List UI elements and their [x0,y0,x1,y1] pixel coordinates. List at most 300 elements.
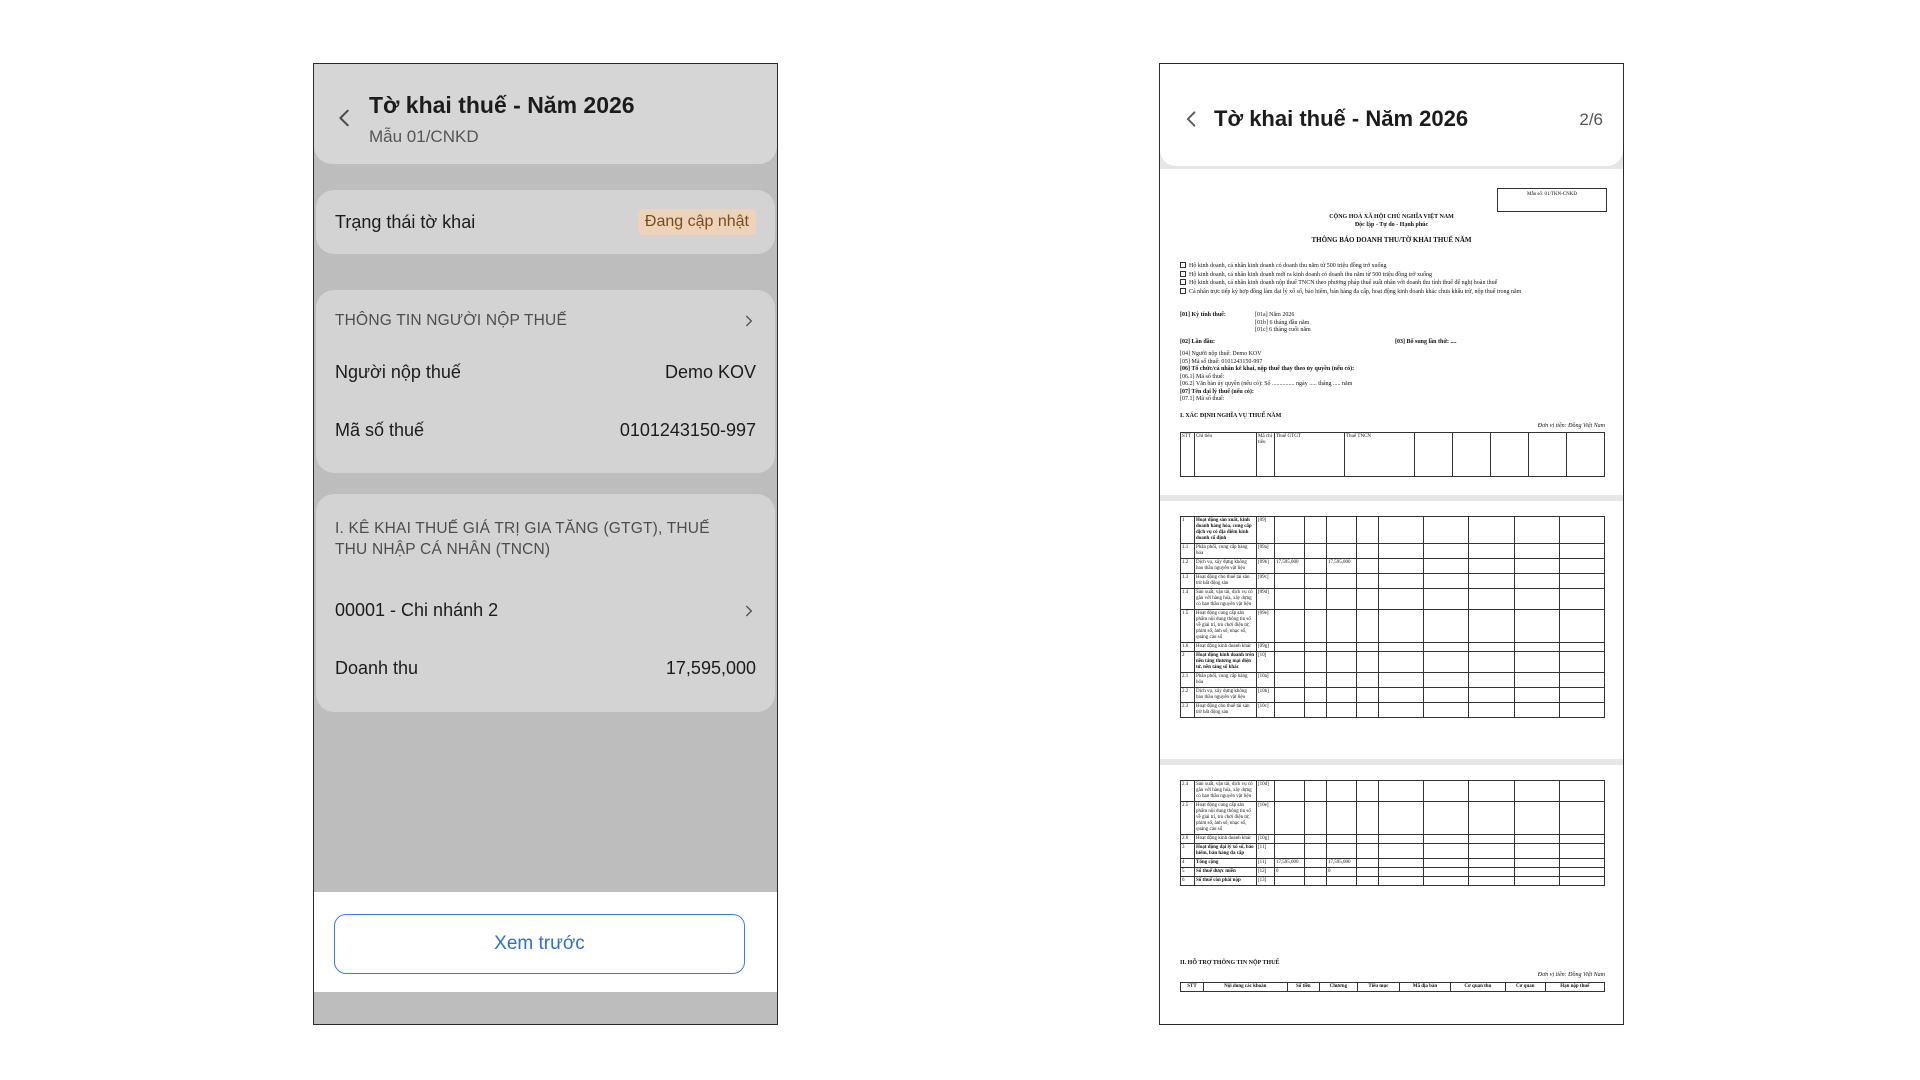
row-cell [1559,673,1604,688]
row-cell [1379,574,1424,589]
row-label: Hoạt động cung cấp sản phẩm nội dung thông tin số về giải trí, trò chơi điện tử, phim số, ảnh số, nhạc số, quảng cáo số [1195,802,1257,835]
row-cell [1357,781,1379,802]
table-row [1181,673,1605,688]
checkbox-icon [1180,279,1186,285]
info-line: [07.1] Mã số thuế: [1180,396,1225,402]
row-tncn-value: 0 [1327,868,1357,877]
taxpayer-name-value: Demo KOV [664,362,756,382]
mobile-screen-declaration [313,63,778,1025]
row-label: Hoạt động kinh doanh khác [1195,835,1257,844]
row-cell [1514,673,1559,688]
row-code: [11] [1257,859,1275,868]
row-tncn-value: 17,595,000 [1327,559,1357,574]
row-cell [1305,802,1327,835]
row-label: Hoạt động cho thuê tài sản trừ bất động sản [1195,574,1257,589]
row-tncn-value [1327,688,1357,703]
row-stt: 5 [1181,868,1195,877]
checkbox-icon [1180,271,1186,277]
period-options [1255,312,1311,335]
row-cell [1424,544,1469,559]
row-cell [1379,652,1424,673]
row-stt: 2.3 [1181,703,1195,718]
page-title: Tờ khai thuế - Năm 2026 [369,92,635,118]
tax-table-page-2 [1180,516,1605,718]
row-cell [1305,544,1327,559]
tax-id-value: 0101243150-997 [619,420,756,440]
row-cell [1424,877,1469,886]
row-cell [1424,844,1469,859]
row-gtgt-value [1275,802,1305,835]
row-cell [1379,589,1424,610]
row-cell [1379,868,1424,877]
form-code-subtitle: Mẫu 01/CNKD [369,127,479,146]
status-card [316,190,775,254]
row-label: Sản xuất, vận tải, dịch vụ có gắn với hàng hóa, xây dựng có bao thầu nguyên vật liệu [1195,589,1257,610]
row-cell [1559,835,1604,844]
row-stt: 3 [1181,844,1195,859]
row-code: [11] [1257,844,1275,859]
row-cell [1559,643,1604,652]
row-cell [1469,673,1514,688]
table-row [1181,781,1605,802]
row-gtgt-value [1275,544,1305,559]
table-row [1181,589,1605,610]
row-cell [1469,802,1514,835]
checkbox-text: Cá nhân trực tiếp ký hợp đồng làm đại lý xổ số, bảo hiểm, bán hàng đa cấp, hoạt động kinh doanh khác chưa khấu trừ, nộp thuế trong năm [1189,288,1522,295]
row-cell [1424,517,1469,544]
row-cell [1424,652,1469,673]
period-label: [01] Kỳ tính thuế: [1180,312,1226,318]
row-stt: 2.5 [1181,802,1195,835]
row-stt: 2.6 [1181,835,1195,844]
row-cell [1469,688,1514,703]
row-code: [09e] [1257,610,1275,643]
row-gtgt-value [1275,781,1305,802]
row-stt: 4 [1181,859,1195,868]
row-cell [1357,652,1379,673]
row-cell [1357,544,1379,559]
preview-title: Tờ khai thuế - Năm 2026 [1214,106,1469,131]
row-cell [1357,703,1379,718]
page-indicator: 2/6 [1579,110,1603,129]
form-code-box [1497,188,1607,212]
back-arrow-icon[interactable] [1182,109,1202,129]
row-stt: 2 [1181,652,1195,673]
row-cell [1424,688,1469,703]
checkbox-item [1180,271,1605,280]
row-cell [1514,802,1559,835]
header-cell: Cơ quan [1506,983,1546,992]
header-cell: Nội dung các khoản [1203,983,1287,992]
row-cell [1305,610,1327,643]
row-label: Phân phối, cung cấp hàng hóa [1195,544,1257,559]
tax-table-page-3 [1180,780,1605,886]
checkbox-item [1180,279,1605,288]
row-cell [1305,643,1327,652]
row-cell [1305,703,1327,718]
row-tncn-value [1327,610,1357,643]
row-cell [1305,781,1327,802]
mobile-screen-preview [1159,63,1624,1025]
row-cell [1379,544,1424,559]
row-cell [1559,544,1604,559]
row-cell [1357,802,1379,835]
document-heading: THÔNG BÁO DOANH THU/TỜ KHAI THUẾ NĂM [1311,236,1472,244]
row-tncn-value [1327,589,1357,610]
row-tncn-value [1327,673,1357,688]
row-cell [1305,688,1327,703]
row-gtgt-value [1275,610,1305,643]
row-code: [09] [1257,517,1275,544]
row-label: Dịch vụ, xây dựng không bao thầu nguyên vật liệu [1195,688,1257,703]
row-cell [1514,574,1559,589]
table-row [1181,688,1605,703]
row-tncn-value [1327,877,1357,886]
header-cell: Tiểu mục [1357,983,1400,992]
row-stt: 6 [1181,877,1195,886]
info-line: [06.1] Mã số thuế: [1180,373,1225,380]
row-cell [1514,544,1559,559]
row-label: Số thuế được miễn [1195,868,1257,877]
row-cell [1305,877,1327,886]
row-cell [1305,835,1327,844]
row-cell [1514,610,1559,643]
row-cell [1514,589,1559,610]
motto: Độc lập - Tự do - Hạnh phúc [1354,222,1429,228]
row-tncn-value [1327,544,1357,559]
row-code: [10c] [1257,703,1275,718]
row-cell [1305,574,1327,589]
row-cell [1559,868,1604,877]
row-cell [1424,868,1469,877]
row-cell [1514,643,1559,652]
row-code: [10g] [1257,835,1275,844]
row-cell [1379,673,1424,688]
table-row [1181,859,1605,868]
form-code-text: Mẫu số: 01/TKN-CNKD [1527,192,1577,197]
tax-id-label: Mã số thuế [335,420,425,440]
table-row [1181,517,1605,544]
taxpayer-info-lines [1180,351,1605,404]
table-row [1181,610,1605,643]
row-cell [1514,868,1559,877]
row-cell [1424,835,1469,844]
period-line: [01c] 6 tháng cuối năm [1255,327,1311,333]
branch-row[interactable] [335,600,756,621]
row-cell [1559,802,1604,835]
header-cell: Cơ quan thu [1450,983,1505,992]
row-tncn-value [1327,781,1357,802]
row-cell [1469,517,1514,544]
row-label: Số thuế còn phải nộp [1195,877,1257,886]
row-cell [1559,781,1604,802]
header-cell: Thuế TNCN [1345,433,1415,477]
header-cell: STT [1181,983,1204,992]
checkbox-text: Hộ kinh doanh, cá nhân kinh doanh có doanh thu năm từ 500 triệu đồng trở xuống [1189,263,1387,269]
row-gtgt-value: 0 [1275,868,1305,877]
row-cell [1357,574,1379,589]
taxpayer-info-card [316,290,775,473]
row-gtgt-value: 17,595,000 [1275,859,1305,868]
currency-note: Đơn vị tiền: Đồng Việt Nam [1537,972,1605,978]
row-tncn-value [1327,517,1357,544]
row-cell [1469,868,1514,877]
row-tncn-value [1327,574,1357,589]
section-2-title: II. HỖ TRỢ THÔNG TIN NỘP THUẾ [1180,960,1280,966]
row-code: [09b] [1257,559,1275,574]
row-gtgt-value [1275,652,1305,673]
preview-button[interactable]: Xem trước [334,914,745,974]
row-tncn-value [1327,835,1357,844]
row-tncn-value [1327,844,1357,859]
revenue-value: 17,595,000 [665,658,756,678]
row-label: Hoạt động kinh doanh trên nền tảng thương mại điện tử, nền tảng số khác [1195,652,1257,673]
table-row [1181,652,1605,673]
row-cell [1559,688,1604,703]
row-cell [1559,859,1604,868]
row-cell [1379,877,1424,886]
table-row [1181,844,1605,859]
row-cell [1559,574,1604,589]
row-label: Hoạt động cho thuê tài sản trừ bất động sản [1195,703,1257,718]
taxpayer-name-row [335,362,756,383]
row-cell [1424,589,1469,610]
row-code: [09c] [1257,574,1275,589]
row-cell [1469,781,1514,802]
table-row [1181,544,1605,559]
row-stt: 1.3 [1181,574,1195,589]
table-row [1181,574,1605,589]
header-cell: Chương [1320,983,1358,992]
row-gtgt-value [1275,877,1305,886]
row-cell [1379,781,1424,802]
row-tncn-value [1327,802,1357,835]
checkbox-icon [1180,288,1186,294]
taxpayer-section-title: THÔNG TIN NGƯỜI NỘP THUẾ [335,312,567,329]
nation-title: CỘNG HOÀ XÃ HỘI CHỦ NGHĨA VIỆT NAM [1329,214,1454,220]
row-tncn-value: 17,595,000 [1327,859,1357,868]
row-label: Tổng cộng [1195,859,1257,868]
info-line: [06] Tổ chức/cá nhân kê khai, nộp thuế thay theo ủy quyền (nếu có): [1180,366,1355,372]
row-cell [1559,652,1604,673]
row-cell [1514,781,1559,802]
row-tncn-value [1327,643,1357,652]
row-cell [1514,844,1559,859]
row-cell [1357,877,1379,886]
row-cell [1424,574,1469,589]
app-header [314,64,777,164]
document-page-2[interactable] [1160,501,1623,759]
row-stt: 1.5 [1181,610,1195,643]
row-cell [1424,610,1469,643]
row-cell [1357,589,1379,610]
row-cell [1305,589,1327,610]
row-cell [1357,643,1379,652]
row-cell [1514,859,1559,868]
row-label: Hoạt động cung cấp sản phẩm nội dung thông tin số về giải trí, trò chơi điện tử, phim số, ảnh số, nhạc số, quảng cáo số [1195,610,1257,643]
row-gtgt-value [1275,844,1305,859]
table-row [1181,835,1605,844]
status-label: Trạng thái tờ khai [335,211,476,232]
info-line: [04] Người nộp thuế: Demo KOV [1180,351,1262,357]
row-code: [09g] [1257,643,1275,652]
footer-bar [314,892,777,992]
row-cell [1305,673,1327,688]
document-page-1[interactable] [1160,169,1623,495]
row-stt: 2.4 [1181,781,1195,802]
table-row [1181,643,1605,652]
row-cell [1514,835,1559,844]
row-cell [1379,835,1424,844]
row-stt: 1.6 [1181,643,1195,652]
row-cell [1469,559,1514,574]
taxpayer-section-header[interactable] [335,312,756,330]
row-cell [1424,802,1469,835]
row-cell [1379,517,1424,544]
row-gtgt-value [1275,703,1305,718]
row-cell [1559,517,1604,544]
period-line: [01a] Năm 2026 [1255,312,1295,318]
row-cell [1305,868,1327,877]
row-tncn-value [1327,652,1357,673]
info-line: [06.2] Văn bản ủy quyền (nếu có): Số ............... ngày ..... tháng ..... năm [1180,381,1353,387]
tax-id-row [335,420,756,441]
section-1-title: I. XÁC ĐỊNH NGHĨA VỤ THUẾ NĂM [1180,413,1282,419]
checkbox-item [1180,262,1605,271]
row-cell [1424,859,1469,868]
row-cell [1559,610,1604,643]
row-cell [1357,688,1379,703]
row-label: Dịch vụ, xây dựng không bao thầu nguyên vật liệu [1195,559,1257,574]
row-cell [1469,703,1514,718]
row-cell [1357,844,1379,859]
row-cell [1357,517,1379,544]
table-row [1181,703,1605,718]
row-label: Phân phối, cung cấp hàng hóa [1195,673,1257,688]
row-cell [1379,559,1424,574]
checkbox-text: Hộ kinh doanh, cá nhân kinh doanh mới ra kinh doanh có doanh thu năm từ 500 triệu đồng trở xuống [1189,271,1433,278]
header-cell: Thuế GTGT [1275,433,1345,477]
row-cell [1357,559,1379,574]
row-cell [1469,574,1514,589]
checkbox-checked-icon [1180,262,1186,268]
header-cell: Mã chỉ tiêu [1257,433,1275,477]
table-header-row [1181,983,1605,992]
checkbox-list [1180,262,1605,296]
header-cell: STT [1181,433,1195,477]
checkbox-item [1180,288,1605,297]
row-code: [13] [1257,877,1275,886]
row-cell [1424,703,1469,718]
preview-header [1160,64,1623,166]
bottom-overlay [314,992,777,1024]
payment-info-table [1180,982,1605,992]
row-cell [1469,877,1514,886]
row-label: Hoạt động sản xuất, kinh doanh hàng hóa, cung cấp dịch vụ có địa điểm kinh doanh cố định [1195,517,1257,544]
row-cell [1469,844,1514,859]
row-cell [1379,643,1424,652]
row-tncn-value [1327,703,1357,718]
row-cell [1514,559,1559,574]
row-cell [1305,652,1327,673]
row-cell [1424,643,1469,652]
info-line: [07] Tên đại lý thuế (nếu có): [1180,388,1254,395]
row-cell [1469,544,1514,559]
info-line: [05] Mã số thuế: 0101243150-997 [1180,358,1263,365]
row-cell [1305,517,1327,544]
row-cell [1559,559,1604,574]
row-cell [1357,673,1379,688]
row-stt: 2.1 [1181,673,1195,688]
row-cell [1357,835,1379,844]
row-cell [1424,673,1469,688]
declaration-card [316,494,775,712]
row-cell [1379,610,1424,643]
row-code: [09d] [1257,589,1275,610]
row-cell [1379,703,1424,718]
row-code: [09a] [1257,544,1275,559]
row-gtgt-value [1275,643,1305,652]
row-cell [1424,781,1469,802]
header-cell: Mã địa bàn [1400,983,1451,992]
revenue-label: Doanh thu [335,658,419,678]
row-cell [1559,589,1604,610]
row-cell [1514,517,1559,544]
row-cell [1469,652,1514,673]
row-cell [1559,703,1604,718]
period-line: [01b] 6 tháng đầu năm [1255,319,1310,326]
document-page-3[interactable] [1160,765,1623,1025]
row-gtgt-value: 17,595,000 [1275,559,1305,574]
checkbox-text: Hộ kinh doanh, cá nhân kinh doanh nộp thuế TNCN theo phương pháp thuế suất nhân với doanh thu tính thuế để nghị hoàn thuế [1189,280,1498,286]
chevron-right-icon [742,604,756,618]
row-cell [1469,643,1514,652]
status-badge: Đang cập nhật [638,209,756,235]
row-cell [1357,859,1379,868]
row-cell [1514,652,1559,673]
row-label: Hoạt động kinh doanh khác [1195,643,1257,652]
row-code: [10e] [1257,802,1275,835]
row-label: Hoạt động đại lý xổ số, bảo hiểm, bán hàng đa cấp [1195,844,1257,859]
row-label: Sản xuất, vận tải, dịch vụ có gắn với hàng hóa, xây dựng có bao thầu nguyên vật liệu [1195,781,1257,802]
revenue-row [335,658,756,679]
row-code: [10d] [1257,781,1275,802]
row-cell [1379,802,1424,835]
table-row [1181,868,1605,877]
row-code: [10b] [1257,688,1275,703]
row-stt: 1.2 [1181,559,1195,574]
row-cell [1424,559,1469,574]
branch-label: 00001 - Chi nhánh 2 [335,600,499,620]
row-stt: 1.1 [1181,544,1195,559]
row-cell [1469,859,1514,868]
back-arrow-icon[interactable] [334,107,356,129]
row-gtgt-value [1275,574,1305,589]
header-cell: Hạn nộp thuế [1545,983,1604,992]
table-row [1181,877,1605,886]
row-cell [1305,559,1327,574]
row-gtgt-value [1275,517,1305,544]
taxpayer-name-label: Người nộp thuế [335,362,461,382]
chevron-right-icon [742,314,756,328]
row-code: [12] [1257,868,1275,877]
row-cell [1469,589,1514,610]
row-cell [1514,877,1559,886]
row-stt: 2.2 [1181,688,1195,703]
first-time-label: [02] Lần đầu: [1180,339,1216,345]
row-stt: 1 [1181,517,1195,544]
row-gtgt-value [1275,835,1305,844]
